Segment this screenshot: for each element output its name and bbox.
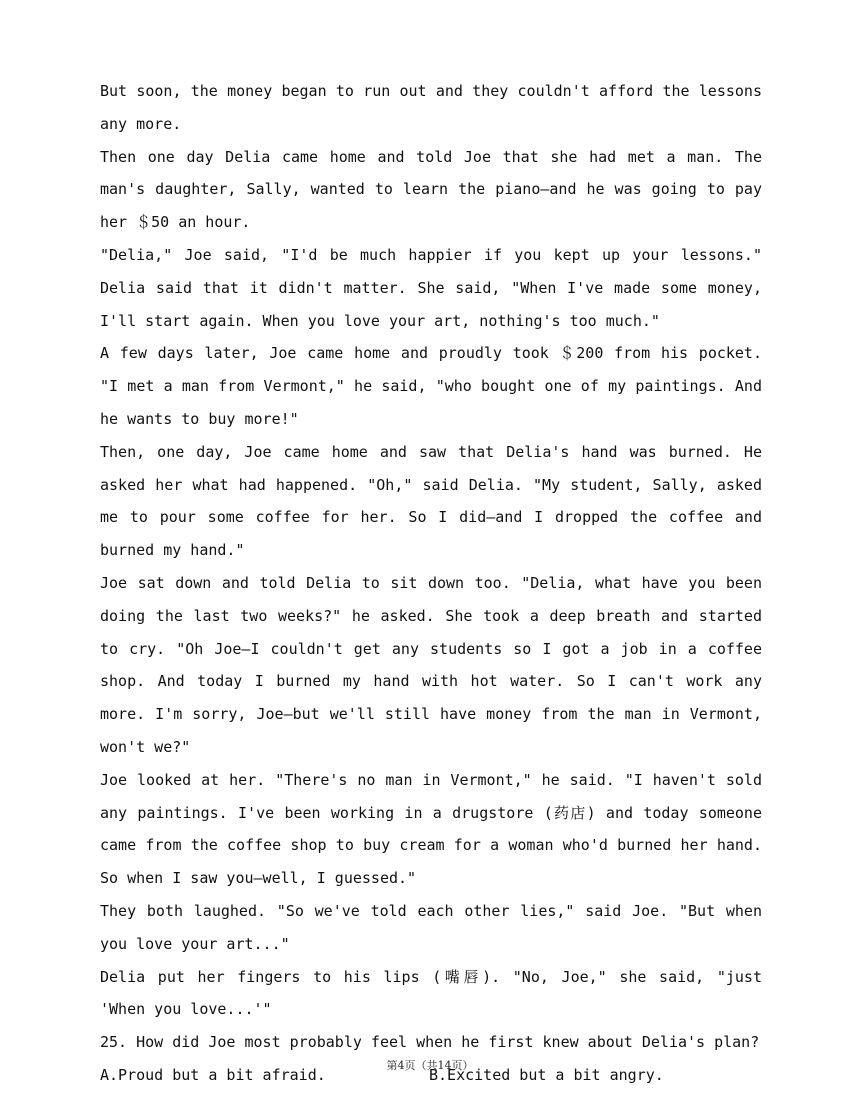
question-stem: 25. How did Joe most probably feel when he first knew about Delia's plan? xyxy=(100,1033,760,1052)
paragraph: But soon, the money began to run out and they couldn't afford the lessons any more. xyxy=(100,82,762,133)
paragraph: They both laughed. "So we've told each other lies," said Joe. "But when you love your art..." xyxy=(100,901,762,953)
paragraph: Then, one day, Joe came home and saw that Delia's hand was burned. He asked her what had happened. "Oh," said Delia. "My student, Sally, asked me to pour some coffee for her. So I did—and I dropped the coffee and burned my hand." xyxy=(100,442,762,560)
option-a: A.Proud but a bit afraid. xyxy=(100,1065,326,1084)
option-b: B.Excited but a bit angry. xyxy=(429,1065,664,1084)
paragraph: Delia put her fingers to his lips (嘴唇). "No, Joe," she said, "just 'When you love...'" xyxy=(100,967,762,1019)
reading-passage xyxy=(100,75,762,1092)
paragraph: Then one day Delia came home and told Joe that she had met a man. The man's daughter, Sally, wanted to learn the piano—and he was going to pay her ＄50 an hour. xyxy=(100,147,762,232)
paragraph: A few days later, Joe came home and proudly took ＄200 from his pocket. "I met a man from Vermont," he said, "who bought one of my paintings. And he wants to buy more!" xyxy=(100,344,762,428)
paragraph: "Delia," Joe said, "I'd be much happier if you kept up your lessons." Delia said that it didn't matter. She said, "When I've made some money, I'll start again. When you love your art, nothing's too much." xyxy=(100,245,762,330)
paragraph: Joe sat down and told Delia to sit down too. "Delia, what have you been doing the last two weeks?" he asked. She took a deep breath and started to cry. "Oh Joe—I couldn't get any students so I got a job in a coffee shop. And today I burned my hand with hot water. So I can't work any more. I'm sorry, Joe—but we'll still have money from the man in Vermont, won't we?" xyxy=(100,573,762,756)
page-number-footer: 第4页（共14页） xyxy=(386,1059,474,1072)
paragraph: Joe looked at her. "There's no man in Vermont," he said. "I haven't sold any paintings. I've been working in a drugstore (药店) and today someone came from the coffee shop to buy cream for a woman who'd burned her hand. So when I saw you—well, I guessed." xyxy=(100,770,762,888)
